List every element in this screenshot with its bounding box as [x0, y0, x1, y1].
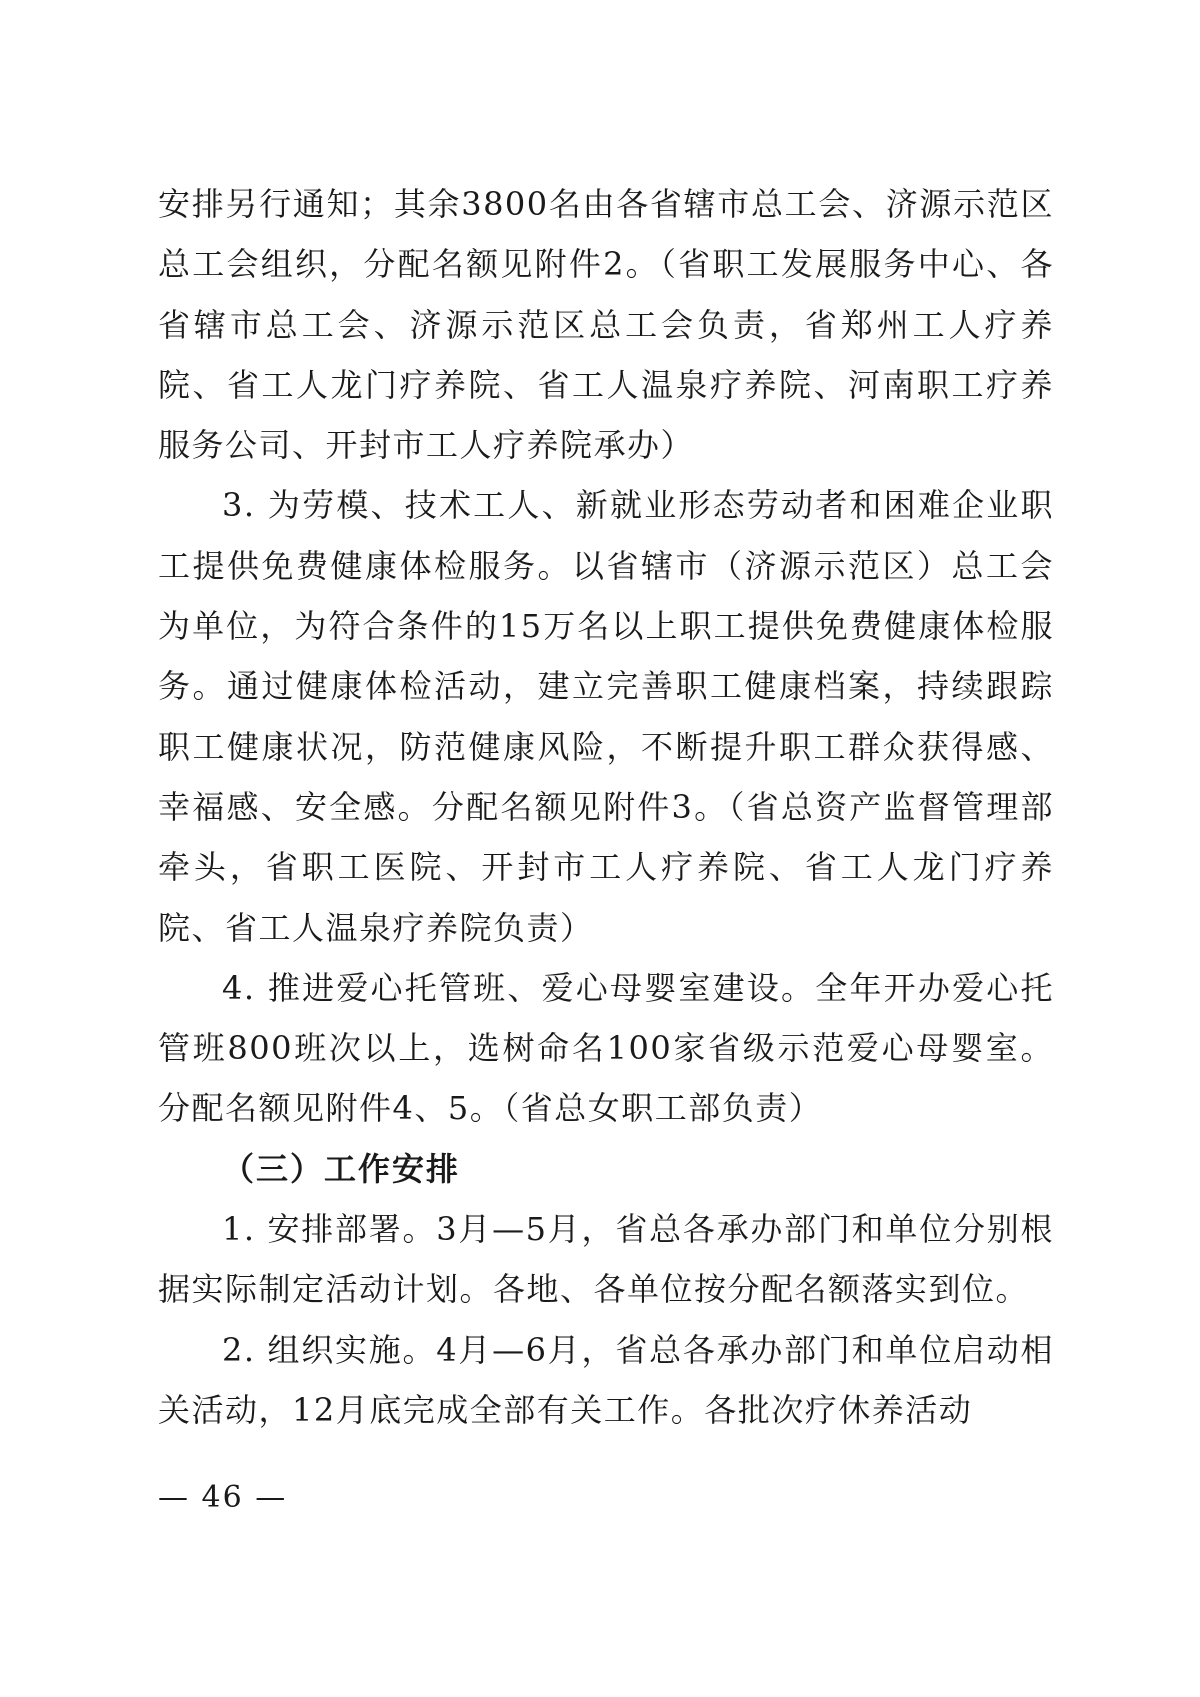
paragraph-arrangement-1: 1. 安排部署。3月—5月，省总各承办部门和单位分别根据实际制定活动计划。各地、各单位按分配名额落实到位。	[158, 1210, 1054, 1309]
section-heading: （三）工作安排	[222, 1149, 461, 1188]
paragraph-continuation: 安排另行通知；其余3800名由各省辖市总工会、济源示范区总工会组织，分配名额见附件2。（省职工发展服务中心、各省辖市总工会、济源示范区总工会负责，省郑州工人疗养院、省工人龙门疗养院、省工人温泉疗养院、河南职工疗养服务公司、开封市工人疗养院承办）	[158, 185, 1054, 465]
paragraph-item-3: 3. 为劳模、技术工人、新就业形态劳动者和困难企业职工提供免费健康体检服务。以省辖市（济源示范区）总工会为单位，为符合条件的15万名以上职工提供免费健康体检服务。通过健康体检活动，建立完善职工健康档案，持续跟踪职工健康状况，防范健康风险，不断提升职工群众获得感、幸福感、安全感。分配名额见附件3。（省总资产监督管理部牵头，省职工医院、开封市工人疗养院、省工人龙门疗养院、省工人温泉疗养院负责）	[158, 486, 1054, 947]
paragraph-item-4: 4. 推进爱心托管班、爱心母婴室建设。全年开办爱心托管班800班次以上，选树命名100家省级示范爱心母婴室。分配名额见附件4、5。（省总女职工部负责）	[158, 968, 1054, 1128]
paragraph-arrangement-2: 2. 组织实施。4月—6月，省总各承办部门和单位启动相关活动，12月底完成全部有关工作。各批次疗休养活动	[158, 1330, 1054, 1429]
page-number: — 46 —	[158, 1480, 288, 1515]
document-body	[158, 174, 1054, 1440]
